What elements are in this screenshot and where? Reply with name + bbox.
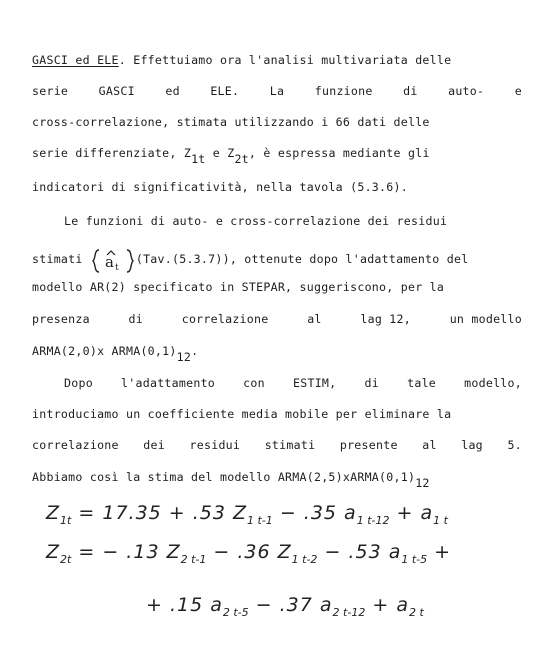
word: auto- [448,84,485,98]
eq2-term: − .53 a [317,541,402,563]
word: GASCI [98,84,135,98]
word: con [243,376,265,390]
word: lag [461,438,483,452]
word: residui [189,438,241,452]
word: stimati [264,438,316,452]
p2-line2-a: stimati [32,252,90,266]
subscript: 12 [415,476,430,490]
word: presente [339,438,398,452]
word: al [307,312,322,326]
p2-line5-a: ARMA(2,0)x ARMA(0,1) [32,344,177,358]
word: di [403,84,418,98]
p3-line1 [64,376,522,390]
word: al [422,438,437,452]
subscript: 2t [60,553,72,566]
word: serie [32,84,69,98]
subscript: 2 t-5 [222,606,249,619]
p3-line4-a: Abbiamo così la stima del modello ARMA(2,5)xARMA(0,1) [32,470,416,484]
p2-line5-b: . [191,344,199,358]
underlined-series-names: GASCI ed ELE [32,53,119,67]
subscript: 1 t-1 [247,514,273,527]
eq2-term: = − .13 Z [78,541,181,563]
word: Dopo [64,376,93,390]
subscript: 12 [176,350,192,364]
p1-line3: cross-correlazione, stimata utilizzando i 66 dati delle [32,115,430,129]
eq1-lhs: Z [46,502,61,524]
eq2-term: + [427,541,452,563]
subscript: 1 t-2 [291,553,318,566]
p1-line4-a: serie differenziate, Z [32,146,192,160]
equation-2 [46,541,452,566]
p2-line2-b: (Tav.(5.3.7)), ottenute dopo l'adattamento del [135,252,469,266]
word: correlazione [181,312,269,326]
subscript: 1 t-5 [401,553,428,566]
subscript: 1t [191,152,206,166]
eq3-term: − .37 a [248,594,333,616]
word: ELE. [210,84,240,98]
p2-line2 [32,245,522,271]
svg-text:a: a [104,253,115,271]
p1-line5: indicatori di significatività, nella tavola (5.3.6). [32,180,408,194]
p2-line1: Le funzioni di auto- e cross-correlazione dei residui [64,214,448,228]
p3-line4 [32,470,522,490]
word: e [514,84,522,98]
eq1-term: = 17.35 + .53 Z [78,502,248,524]
word: di [128,312,144,326]
word: tale [407,376,437,390]
eq3-term: + .15 a [146,594,223,616]
p3-line3 [32,438,522,452]
subscript: 1 t-12 [356,514,390,527]
p1-line4-b: e Z [205,146,235,160]
word: 5. [507,438,522,452]
p1-line4-c: , è espressa mediante gli [248,146,430,160]
p1-line1 [32,53,522,67]
word: l'adattamento [121,376,216,390]
subscript: 1 t [433,514,448,527]
p1-line2 [32,84,522,98]
subscript: 2t [234,152,249,166]
word: modello, [464,376,522,390]
subscript: 1t [60,514,72,527]
word: un modello [449,312,522,326]
eq2-term: − .36 Z [206,541,292,563]
word: funzione [314,84,373,98]
subscript: 2 t-1 [180,553,207,566]
eq1-term: + a [389,502,434,524]
subscript: 2 t-12 [332,606,366,619]
eq2-lhs: Z [46,541,61,563]
p1-line1-text: . Effettuiamo ora l'analisi multivariata delle [118,53,452,67]
word: dei [143,438,165,452]
eq1-term: − .35 a [272,502,357,524]
word: ed [165,84,180,98]
equation-3 [146,594,424,619]
svg-text:t: t [114,263,119,273]
p2-line3: modello AR(2) specificato in STEPAR, suggeriscono, per la [32,280,445,294]
residual-hat-symbol [90,248,136,274]
word: correlazione [32,438,119,452]
eq3-term: + a [365,594,409,616]
subscript: 2 t [408,606,424,619]
p2-line4 [32,312,522,326]
p1-line4 [32,146,522,166]
word: di [364,376,379,390]
word: lag 12, [360,312,411,326]
word: presenza [32,312,90,326]
equation-1 [46,502,448,527]
p3-line2: introduciamo un coefficiente media mobile per eliminare la [32,407,452,421]
p2-line5 [32,344,522,364]
word: La [269,84,285,98]
word: ESTIM, [293,376,337,390]
